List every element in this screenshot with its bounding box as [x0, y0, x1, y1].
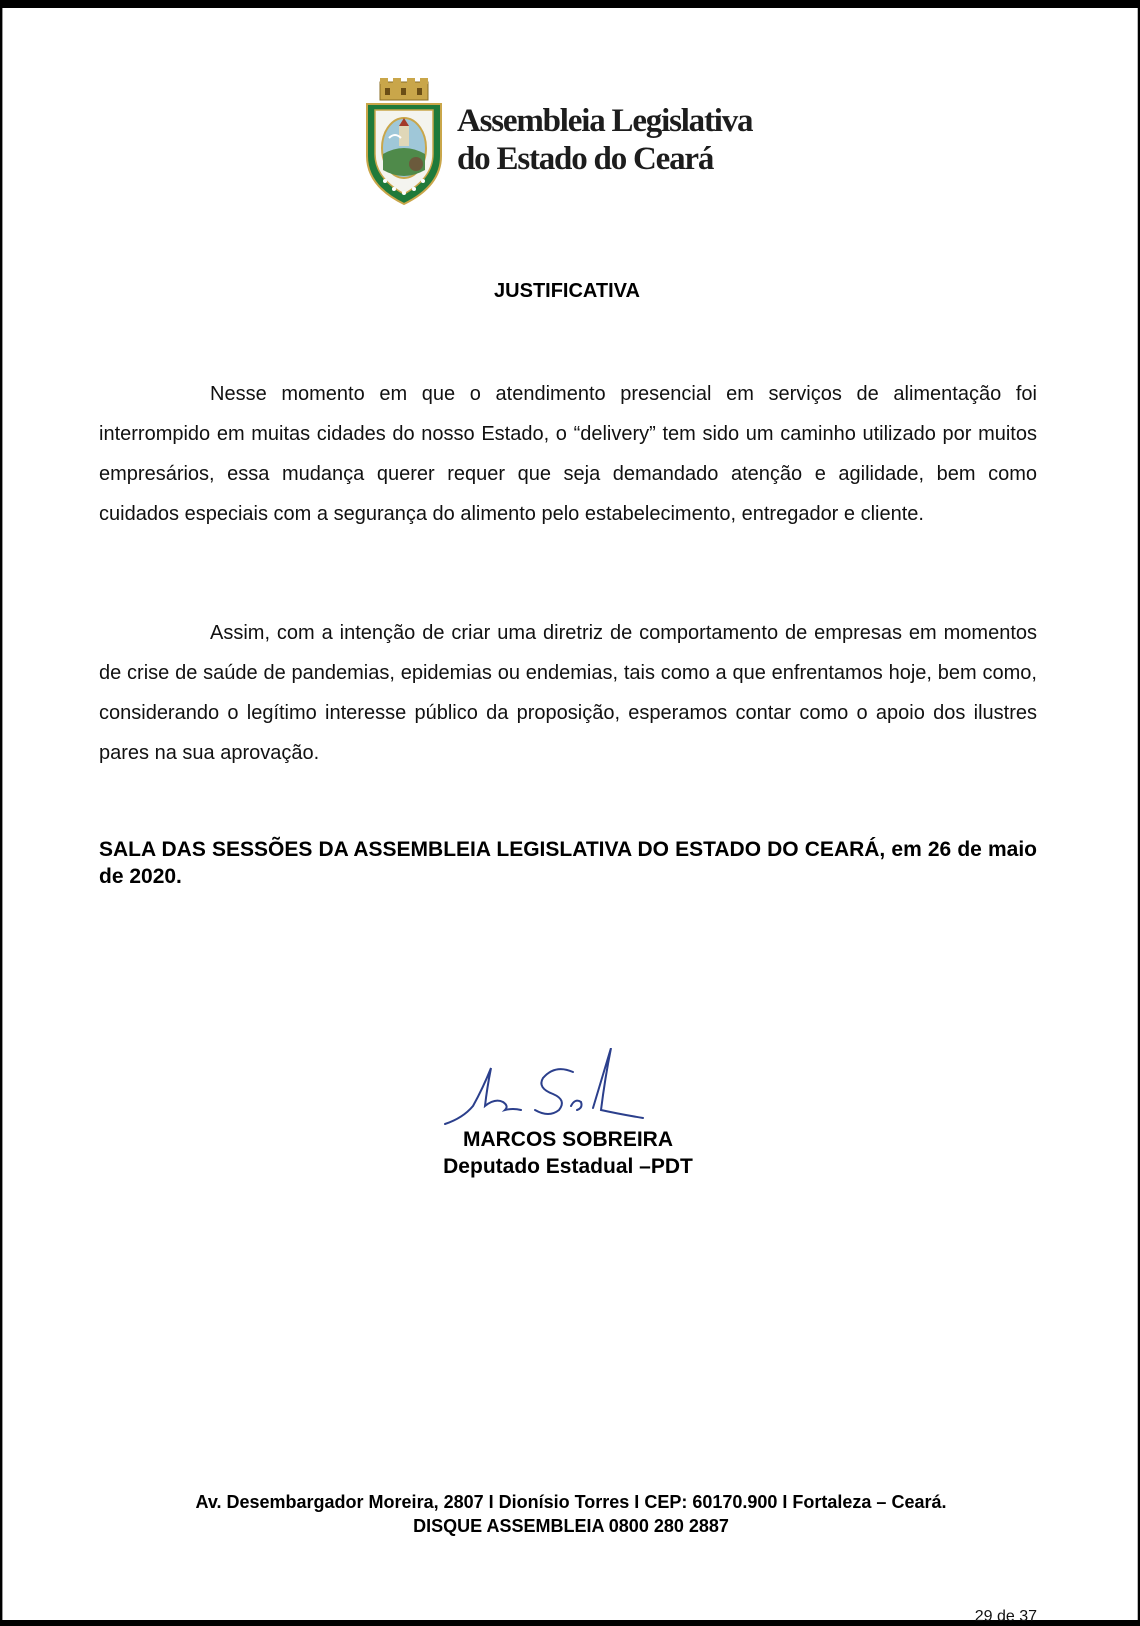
org-name-line-2: do Estado do Ceará	[457, 141, 714, 177]
justification-paragraph-2: Assim, com a intenção de criar uma diretriz de comportamento de empresas em momentos de crise de saúde de pandemias, epidemias ou endemias, tais como a que enfrentamos hoje, bem como, considerando o legítimo interesse público da proposição, esperamos contar como o apoio dos ilustres pares na sua aprovação.	[99, 622, 1037, 764]
justification-paragraph-1: Nesse momento em que o atendimento presencial em serviços de alimentação foi interrompido em muitas cidades do nosso Estado, o “delivery” tem sido um caminho utilizado por muitos empresários, essa mudança querer requer que seja demandado atenção e agilidade, bem como cuidados especiais com a segurança do alimento pelo estabelecimento, entregador e cliente.	[99, 383, 1037, 525]
signer-name: MARCOS SOBREIRA	[462, 1128, 673, 1151]
footer-phone: DISQUE ASSEMBLEIA 0800 280 2887	[413, 1516, 729, 1536]
document-title: JUSTIFICATIVA	[494, 280, 640, 302]
organization-name	[457, 102, 752, 178]
signer-block	[383, 1126, 753, 1180]
page-footer	[3, 1490, 1139, 1538]
org-name-line-1: Assembleia Legislativa	[457, 103, 753, 139]
letterhead	[363, 72, 783, 212]
handwritten-signature	[443, 1048, 663, 1128]
session-statement: SALA DAS SESSÕES DA ASSEMBLEIA LEGISLATIVA DO ESTADO DO CEARÁ, em 26 de maio de 2020.	[99, 838, 1037, 888]
document-page	[2, 8, 1138, 1625]
footer-address: Av. Desembargador Moreira, 2807 I Dionísio Torres I CEP: 60170.900 I Fortaleza – Ceará.	[195, 1492, 947, 1512]
state-crest-icon	[363, 78, 445, 206]
signer-role: Deputado Estadual –PDT	[443, 1155, 693, 1178]
page-number: 29 de 37	[974, 1608, 1037, 1625]
